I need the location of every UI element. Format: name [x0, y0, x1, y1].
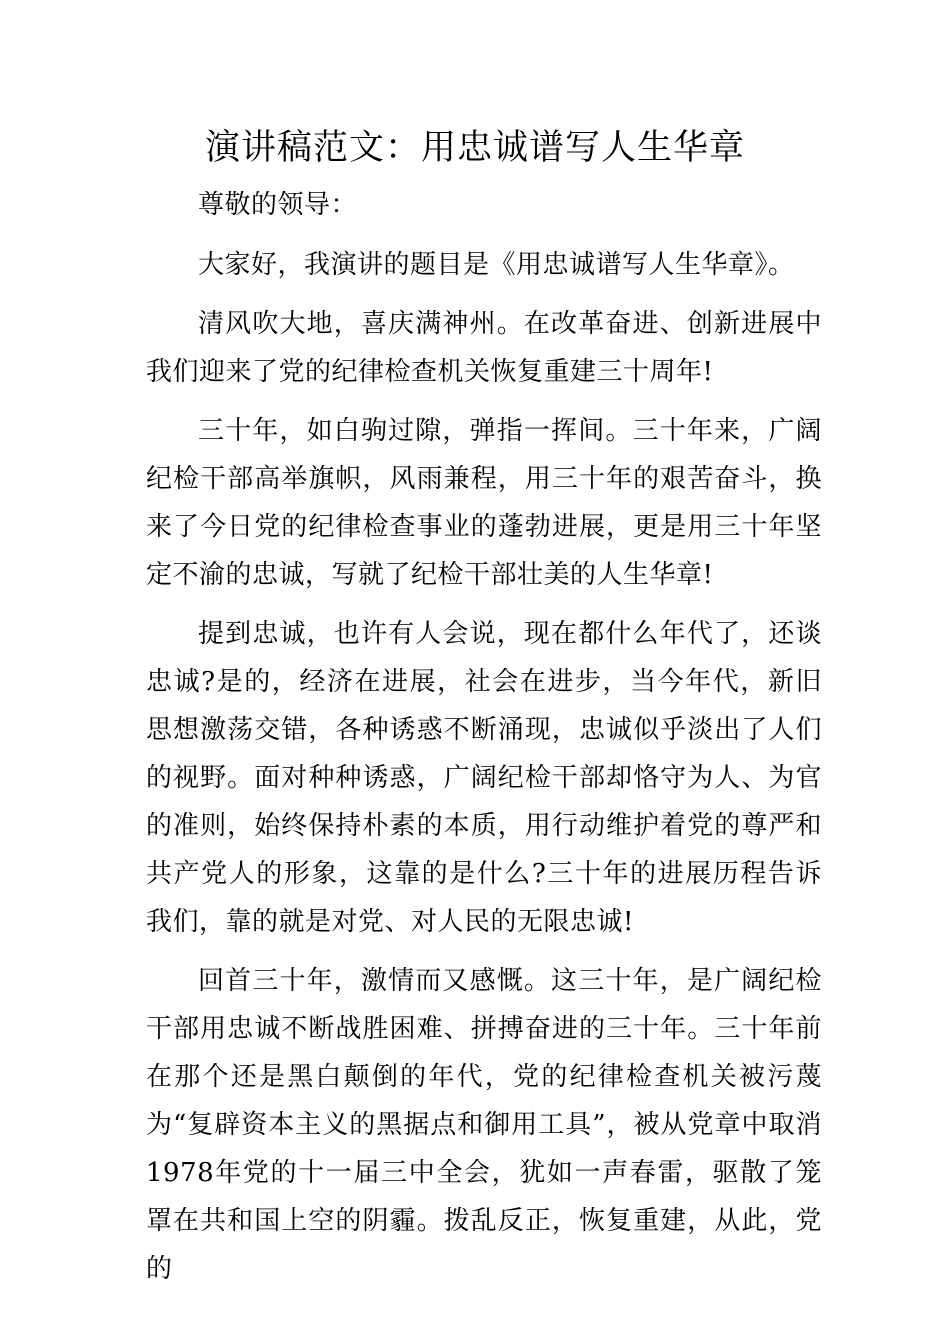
paragraph-1: 清风吹大地，喜庆满神州。在改革奋进、创新进展中我们迎来了党的纪律检查机关恢复重建三十周年! — [146, 309, 822, 387]
paragraph-intro: 大家好，我演讲的题目是《用忠诚谱写人生华章》。 — [198, 250, 795, 280]
paragraph-greeting: 尊敬的领导： — [198, 190, 358, 220]
paragraph-3: 提到忠诚，也许有人会说，现在都什么年代了，还谈忠诚?是的，经济在进展，社会在进步，当今年代，新旧思想激荡交错，各种诱惑不断涌现，忠诚似乎淡出了人们的视野。面对种种诱惑，广阔纪检干部却恪守为人、为官的准则，始终保持朴素的本质，用行动维护着党的尊严和共产党人的形象，这靠的是什么?三十年的进展历程告诉我们，靠的就是对党、对人民的无限忠诚! — [146, 619, 822, 937]
paragraph-2: 三十年，如白驹过隙，弹指一挥间。三十年来，广阔纪检干部高举旗帜，风雨兼程，用三十年的艰苦奋斗，换来了今日党的纪律检查事业的蓬勃进展，更是用三十年坚定不渝的忠诚，写就了纪检干部壮美的人生华章! — [146, 416, 822, 590]
paragraph-4: 回首三十年，激情而又感慨。这三十年，是广阔纪检干部用忠诚不断战胜困难、拼搏奋进的三十年。三十年前在那个还是黑白颠倒的年代，党的纪律检查机关被污蔑为“复辟资本主义的黑据点和御用工具”，被从党章中取消1978年党的十一届三中全会，犹如一声春雷，驱散了笼罩在共和国上空的阴霾。拨乱反正，恢复重建，从此，党的 — [146, 966, 822, 1284]
document-title: 演讲稿范文：用忠诚谱写人生华章 — [204, 128, 745, 168]
document-body — [146, 181, 822, 1293]
